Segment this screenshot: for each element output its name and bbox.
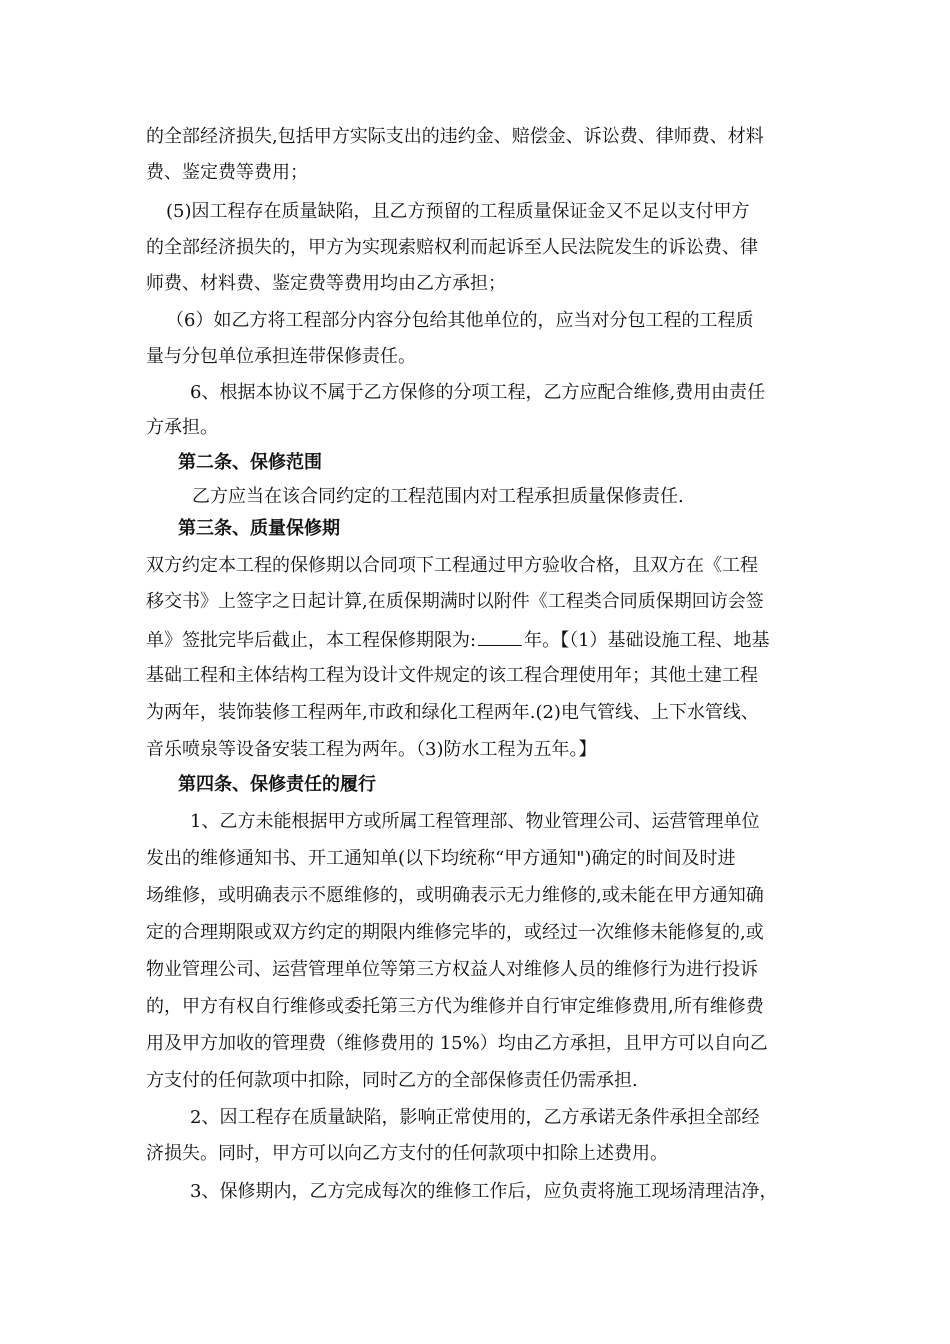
section-heading: 第四条、保修责任的履行 <box>178 774 376 795</box>
paragraph-line <box>146 627 770 651</box>
paragraph-line: 的，甲方有权自行维修或委托第三方代为维修并自行审定维修费用,所有维修费 <box>146 996 764 1017</box>
paragraph-line: 定的合理期限或双方约定的期限内维修完毕的，或经过一次维修未能修复的,或 <box>146 922 764 943</box>
paragraph-line: （6）如乙方将工程部分内容分包给其他单位的，应当对分包工程的工程质 <box>166 310 754 331</box>
paragraph-line: 师费、材料费、鉴定费等费用均由乙方承担； <box>146 273 506 294</box>
paragraph-line: 基础工程和主体结构工程为设计文件规定的该工程合理使用年；其他土建工程 <box>146 665 758 686</box>
paragraph-line: 物业管理公司、运营管理单位等第三方权益人对维修人员的维修行为进行投诉 <box>146 959 758 980</box>
paragraph-line: 费、鉴定费等费用； <box>146 162 308 183</box>
paragraph-line: 的全部经济损失,包括甲方实际支出的违约金、赔偿金、诉讼费、律师费、材料 <box>146 126 764 147</box>
paragraph-line: 济损失。同时，甲方可以向乙方支付的任何款项中扣除上述费用。 <box>146 1143 668 1164</box>
paragraph-line: 6、根据本协议不属于乙方保修的分项工程，乙方应配合维修,费用由责任 <box>190 382 766 403</box>
section-heading: 第三条、质量保修期 <box>178 518 340 539</box>
paragraph-line: (5)因工程存在质量缺陷，且乙方预留的工程质量保证金又不足以支付甲方 <box>166 201 750 222</box>
paragraph-line: 的全部经济损失的，甲方为实现索赔权利而起诉至人民法院发生的诉讼费、律 <box>146 237 758 258</box>
paragraph-line: 方支付的任何款项中扣除，同时乙方的全部保修责任仍需承担. <box>146 1070 638 1091</box>
text-segment: 单》签批完毕后截止，本工程保修期限为: <box>146 630 477 651</box>
paragraph-line: 1、乙方未能根据甲方或所属工程管理部、物业管理公司、运营管理单位 <box>190 811 760 832</box>
paragraph-line: 音乐喷泉等设备安装工程为两年。（3)防水工程为五年。】 <box>146 739 597 760</box>
text-segment: 年。【（1）基础设施工程、地基 <box>524 630 770 651</box>
paragraph-line: 移交书》上签字之日起计算,在质保期满时以附件《工程类合同质保期回访会签 <box>146 591 764 612</box>
paragraph-line: 双方约定本工程的保修期以合同项下工程通过甲方验收合格，且双方在《工程 <box>146 555 758 576</box>
paragraph-line: 场维修，或明确表示不愿维修的，或明确表示无力维修的,或未能在甲方通知确 <box>146 885 764 906</box>
paragraph-line: 方承担。 <box>146 417 218 438</box>
section-heading: 第二条、保修范围 <box>178 452 322 473</box>
paragraph-line: 3、保修期内，乙方完成每次的维修工作后，应负责将施工现场清理洁净， <box>190 1181 778 1202</box>
paragraph-line: 2、因工程存在质量缺陷，影响正常使用的，乙方承诺无条件承担全部经 <box>190 1107 760 1128</box>
warranty-years-blank <box>478 627 522 646</box>
paragraph-line: 量与分包单位承担连带保修责任。 <box>146 346 416 367</box>
paragraph-line: 用及甲方加收的管理费（维修费用的 15%）均由乙方承担，且甲方可以自向乙 <box>146 1033 768 1054</box>
paragraph-line: 为两年，装饰装修工程两年,市政和绿化工程两年.(2)电气管线、上下水管线、 <box>146 702 759 723</box>
paragraph-line: 发出的维修通知书、开工通知单(以下均统称“甲方通知")确定的时间及时进 <box>146 848 736 869</box>
paragraph-line: 乙方应当在该合同约定的工程范围内对工程承担质量保修责任. <box>192 486 684 507</box>
